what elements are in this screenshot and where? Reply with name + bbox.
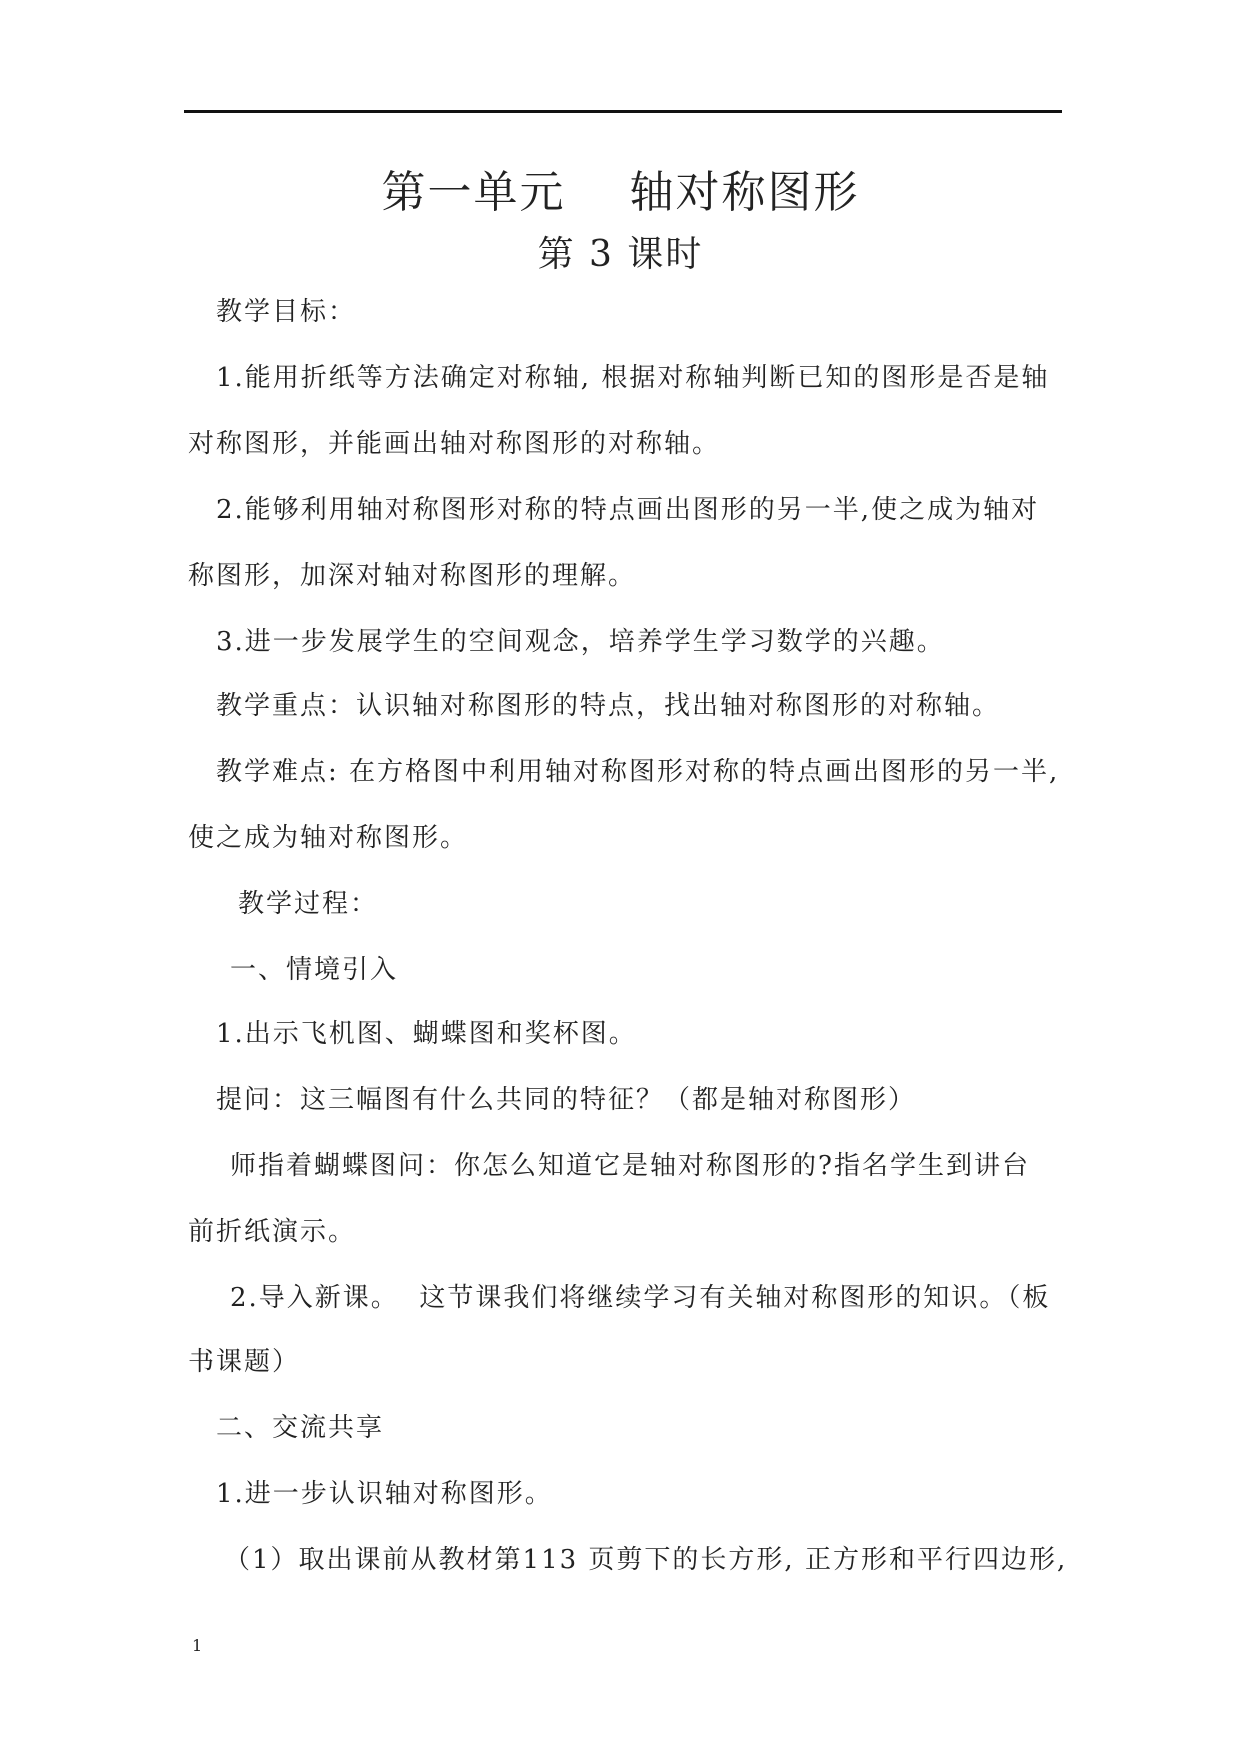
section-heading: 教学过程： [238,889,379,919]
page-number: 1 [192,1636,203,1655]
section-heading: 二、交流共享 [216,1413,385,1443]
text-line: （1）取出课前从教材第113 页剪下的长方形, 正方形和平行四边形, [224,1545,1068,1575]
text-line: 对称图形，并能画出轴对称图形的对称轴。 [188,429,721,459]
text-line: 教学目标： [216,297,357,327]
text-line: 教学重点：认识轴对称图形的特点，找出轴对称图形的对称轴。 [216,691,1001,721]
text-line: 书课题） [188,1347,301,1377]
text-line: 前折纸演示。 [188,1217,357,1247]
text-line: 使之成为轴对称图形。 [188,823,469,853]
section-heading: 一、情境引入 [230,955,399,985]
text-line: 2.导入新课。 这节课我们将继续学习有关轴对称图形的知识。（板 [230,1283,1051,1313]
header-rule [184,110,1062,113]
text-line: 1.能用折纸等方法确定对称轴, 根据对称轴判断已知的图形是否是轴 [216,363,1050,393]
text-line: 教学难点: 在方格图中利用轴对称图形对称的特点画出图形的另一半, [216,757,1060,787]
text-line: 3.进一步发展学生的空间观念，培养学生学习数学的兴趣。 [216,627,945,657]
lesson-subtitle: 第 3 课时 [537,234,704,275]
text-line: 提问：这三幅图有什么共同的特征？（都是轴对称图形） [216,1085,917,1115]
text-line: 1.出示飞机图、蝴蝶图和奖杯图。 [216,1019,637,1049]
text-line: 称图形，加深对轴对称图形的理解。 [188,561,637,591]
text-line: 2.能够利用轴对称图形对称的特点画出图形的另一半,使之成为轴对 [216,495,1040,525]
text-line: 师指着蝴蝶图问：你怎么知道它是轴对称图形的?指名学生到讲台 [230,1151,1030,1181]
unit-title: 第一单元 轴对称图形 [381,167,860,218]
text-line: 1.进一步认识轴对称图形。 [216,1479,553,1509]
